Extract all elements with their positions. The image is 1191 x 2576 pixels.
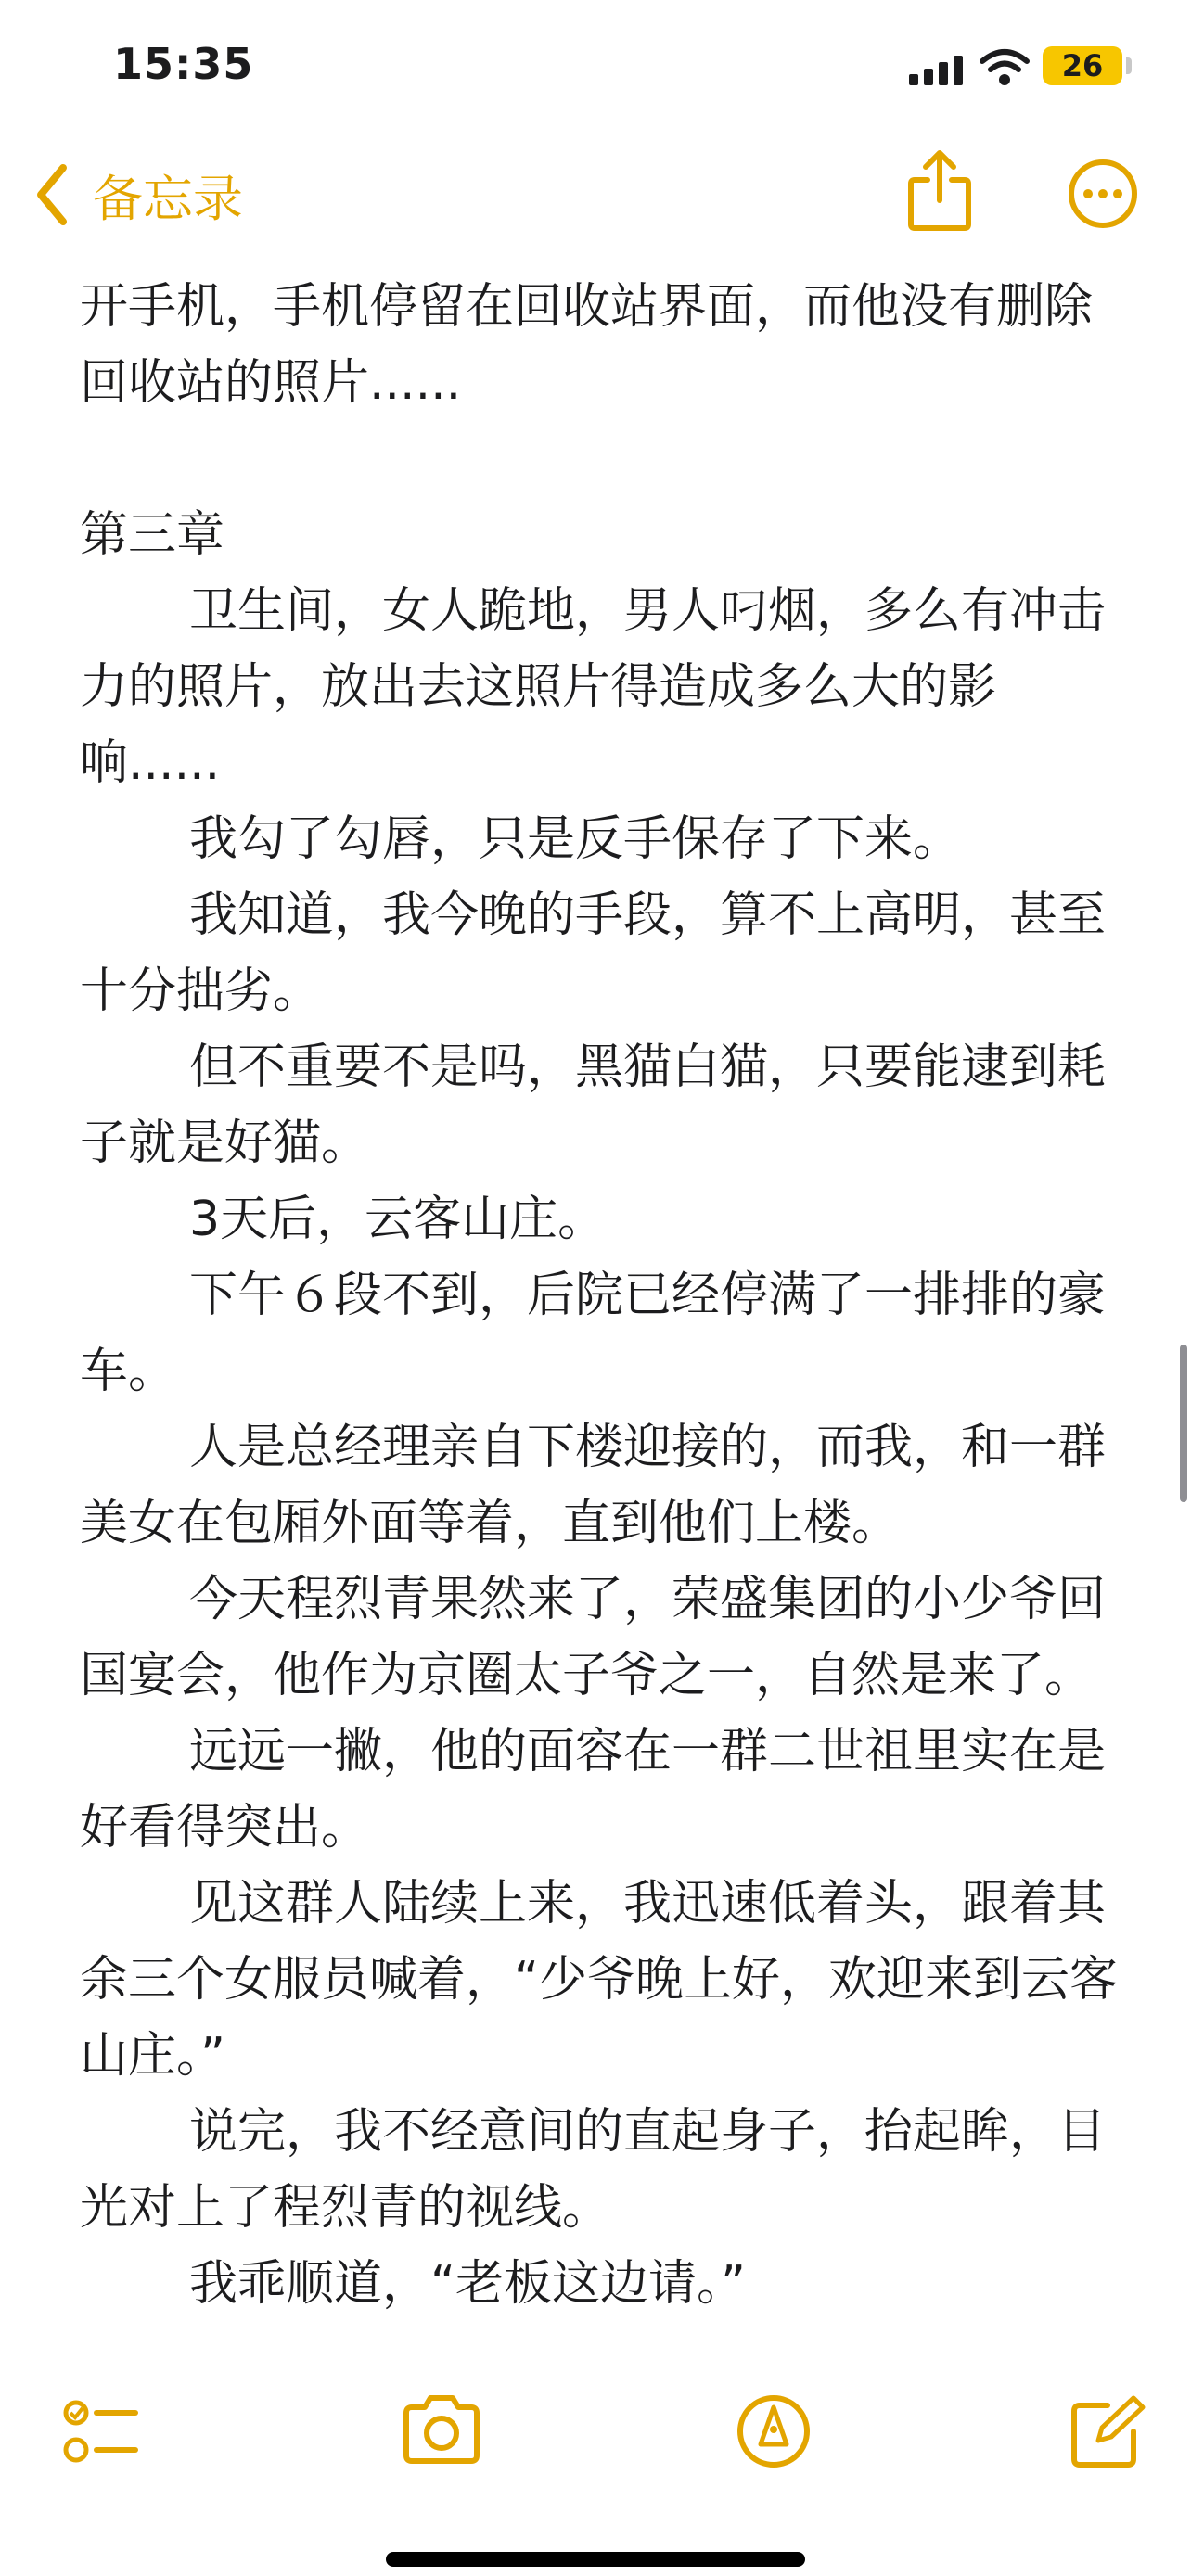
- paragraph: 说完，我不经意间的直起身子，抬起眸，目光对上了程烈青的视线。: [80, 2104, 1107, 2236]
- back-label: 备忘录: [93, 169, 243, 228]
- paragraph: 我知道，我今晚的手段，算不上高明，甚至十分拙劣。: [80, 887, 1107, 1019]
- chevron-left-icon: [33, 162, 70, 227]
- paragraph: 我乖顺道，“老板这边请。”: [189, 2256, 746, 2312]
- paragraph: 人是总经理亲自下楼迎接的，而我，和一群美女在包厢外面等着，直到他们上楼。: [80, 1420, 1107, 1551]
- back-button[interactable]: [33, 158, 243, 232]
- paragraph: 我勾了勾唇，只是反手保存了下来。: [189, 811, 962, 867]
- bottom-toolbar: [0, 2374, 1191, 2494]
- camera-icon[interactable]: [399, 2392, 484, 2467]
- scroll-indicator[interactable]: [1180, 1345, 1187, 1502]
- checklist-icon[interactable]: [61, 2392, 141, 2472]
- chapter-heading: 第三章: [80, 507, 225, 563]
- battery-indicator: 26: [1043, 46, 1122, 85]
- paragraph: 但不重要不是吗，黑猫白猫，只要能逮到耗子就是好猫。: [80, 1039, 1107, 1171]
- share-icon[interactable]: [905, 148, 974, 234]
- nav-bar: [0, 139, 1191, 260]
- wifi-icon: [979, 48, 1031, 87]
- status-time: 15:35: [113, 39, 254, 89]
- paragraph: 见这群人陆续上来，我迅速低着头，跟着其余三个女服员喊着，“少爷晚上好，欢迎来到云客山庄。”: [80, 1876, 1118, 2084]
- home-indicator: [386, 2552, 805, 2567]
- paragraph: 卫生间，女人跪地，男人叼烟，多么有冲击力的照片，放出去这照片得造成多么大的影响......: [80, 583, 1107, 791]
- status-bar: [0, 0, 1191, 139]
- paragraph: 远远一撇，他的面容在一群二世祖里实在是好看得突出。: [80, 1724, 1107, 1855]
- paragraph: 今天程烈青果然来了，荣盛集团的小少爷回国宴会，他作为京圈太子爷之一，自然是来了。: [80, 1572, 1107, 1703]
- note-body[interactable]: [80, 269, 1119, 2322]
- pen-tip-icon[interactable]: [735, 2392, 813, 2470]
- ellipsis-circle-icon[interactable]: [1067, 158, 1139, 230]
- compose-icon[interactable]: [1067, 2392, 1146, 2472]
- cellular-signal-icon: [909, 54, 965, 85]
- paragraph: 开手机，手机停留在回收站界面，而他没有删除回收站的照片......: [80, 279, 1094, 411]
- paragraph: 3天后，云客山庄。: [189, 1192, 607, 1247]
- paragraph: 下午６段不到，后院已经停满了一排排的豪车。: [80, 1268, 1107, 1399]
- battery-tip: [1126, 57, 1132, 74]
- blank-line: [80, 421, 1119, 497]
